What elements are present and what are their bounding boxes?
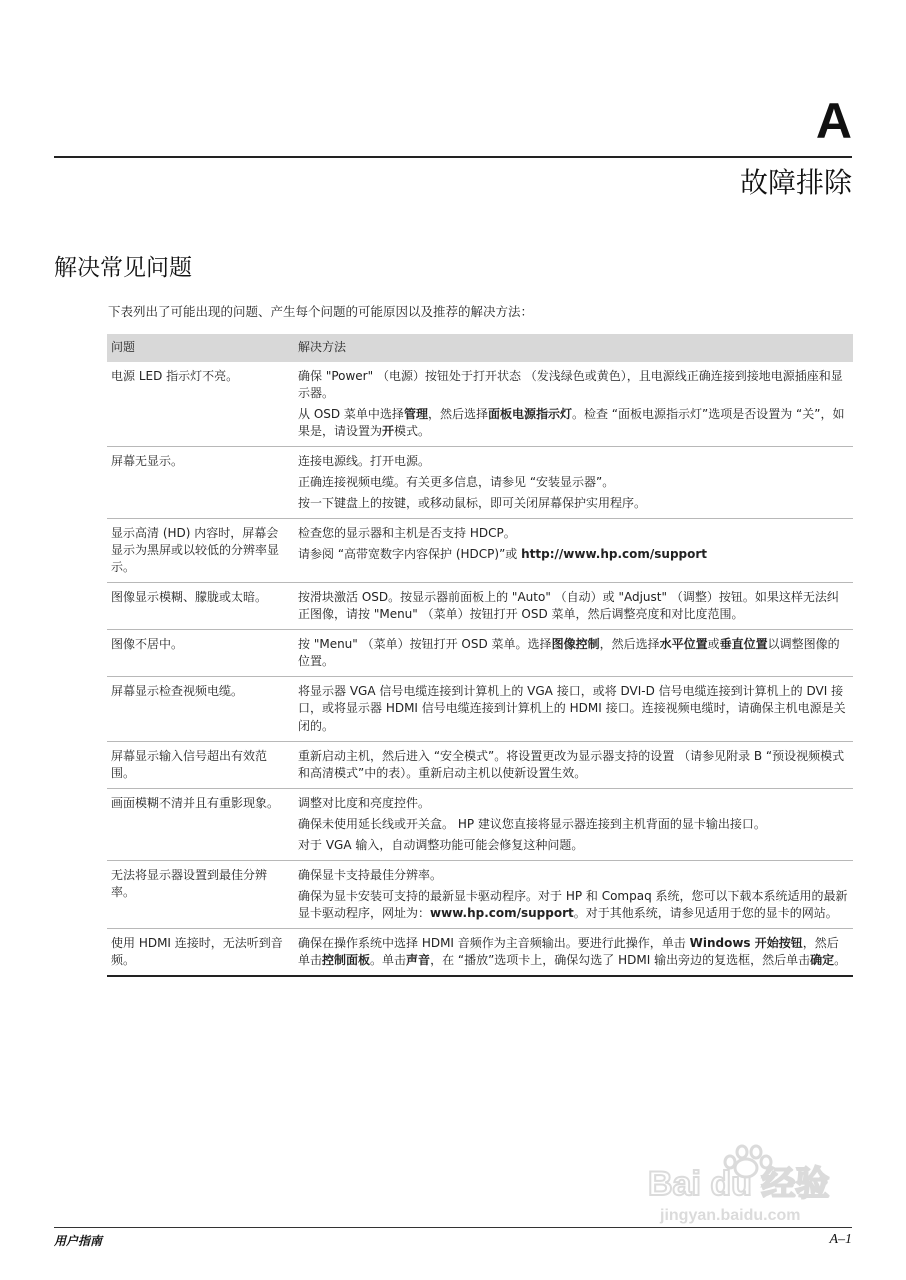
footer-doc-title: 用户指南 [54,1234,103,1248]
solution-cell [294,630,853,677]
chapter-letter: A [815,93,852,149]
solution-text: ，然后选择 [427,407,488,422]
solution-cell [294,583,853,630]
solution-text: 确保显卡支持最佳分辨率。 [298,867,443,882]
solution-text: 按滑块激活 OSD。按显示器前面板上的 "Auto" （自动）或 "Adjust" （调整）按钮。如果这样无法纠正图像，请按 "Menu" （菜单）按钮打开 OSD 菜单，然后调整亮度和对比度范围。 [298,590,839,622]
solution-text: 连接电源线。打开电源。 [298,454,431,469]
solution-cell [294,447,853,519]
table-row [107,630,853,677]
emphasis-text: 管理 [403,407,428,422]
solution-paragraph [298,888,849,922]
problem-cell: 使用 HDMI 连接时，无法听到音频。 [107,928,294,976]
footer-rule [54,1227,852,1228]
solution-cell [294,519,853,583]
solution-text: 以调整图像的位置。 [298,637,840,669]
watermark-url: jingyan.baidu.com [660,1207,801,1224]
solution-text: 。对于其他系统，请参见适用于您的显卡的网站。 [573,905,838,920]
emphasis-text: 面板电源指示灯 [487,407,572,422]
solution-text: ，然后选择 [599,637,660,652]
solution-text: 。 [834,952,847,967]
header-problem: 问题 [107,334,294,362]
table-body [107,362,853,976]
solution-paragraph [298,837,849,854]
solution-text: 确保在操作系统中选择 HDMI 音频作为主音频输出。要进行此操作，单击 [298,935,690,950]
table-header-row [107,334,853,362]
problem-cell: 屏幕无显示。 [107,447,294,519]
solution-text: 确保未使用延长线或开关盒。 HP 建议您直接将显示器连接到主机背面的显卡输出接口。 [298,816,766,831]
solution-paragraph [298,368,849,402]
solution-text: 请参阅 “高带宽数字内容保护 (HDCP)”或 [298,547,522,562]
troubleshooting-table [107,334,853,977]
table-row [107,928,853,976]
solution-text: 正确连接视频电缆。有关更多信息，请参见 “安装显示器”。 [298,475,615,490]
solution-cell [294,860,853,928]
page-number: A–1 [829,1232,852,1247]
solution-text: 。单击 [370,952,407,967]
solution-text: 检查您的显示器和主机是否支持 HDCP。 [298,526,516,541]
solution-paragraph [298,935,849,969]
solution-text: 模式。 [394,424,431,439]
problem-cell: 屏幕显示输入信号超出有效范围。 [107,741,294,788]
table-row [107,860,853,928]
solution-text: 按 "Menu" （菜单）按钮打开 OSD 菜单。选择 [298,637,552,652]
solution-cell [294,677,853,741]
solution-text: 重新启动主机，然后进入 “安全模式”。将设置更改为显示器支持的设置 （请参见附录 B “预设视频模式和高清模式”中的表）。重新启动主机以使新设置生效。 [298,748,845,780]
problem-cell: 电源 LED 指示灯不亮。 [107,362,294,447]
solution-cell [294,741,853,788]
solution-paragraph [298,867,849,884]
emphasis-text: 声音 [406,952,431,967]
solution-text: 确保为显卡安装可支持的最新显卡驱动程序。对于 HP 和 Compaq 系统，您可以下载本系统适用的最新显卡驱动程序，网址为： [298,888,848,920]
solution-paragraph [298,636,849,670]
problem-cell: 无法将显示器设置到最佳分辨率。 [107,860,294,928]
emphasis-text: Windows 开始按钮 [689,935,803,950]
solution-paragraph [298,525,849,542]
solution-paragraph [298,748,849,782]
emphasis-text: 确定 [810,952,835,967]
table-row [107,447,853,519]
solution-cell [294,928,853,976]
header-solution: 解决方法 [294,334,853,362]
emphasis-text: www.hp.com/support [430,905,574,920]
table-row [107,741,853,788]
solution-text: 按一下键盘上的按键，或移动鼠标，即可关闭屏幕保护实用程序。 [298,496,647,511]
chapter-rule [54,156,852,158]
baidu-jingyan-watermark [646,1140,886,1226]
solution-cell [294,788,853,860]
solution-cell [294,362,853,447]
emphasis-text: 控制面板 [322,952,371,967]
solution-text: 或 [707,637,720,652]
emphasis-text: 垂直位置 [719,637,768,652]
table-row [107,788,853,860]
emphasis-text: 水平位置 [659,637,708,652]
solution-paragraph [298,474,849,491]
problem-cell: 图像不居中。 [107,630,294,677]
emphasis-text: 开 [382,424,395,439]
solution-paragraph [298,546,849,563]
problem-cell: 图像显示模糊、朦胧或太暗。 [107,583,294,630]
solution-text: 。检查 “面板电源指示灯”选项是否设置为 “关”，如果是，请设置为 [298,407,845,439]
solution-text: 对于 VGA 输入，自动调整功能可能会修复这种问题。 [298,837,584,852]
solution-paragraph [298,495,849,512]
chapter-title: 故障排除 [739,166,852,199]
solution-text: 从 OSD 菜单中选择 [298,407,404,422]
solution-text: 将显示器 VGA 信号电缆连接到计算机上的 VGA 接口，或将 DVI-D 信号电缆连接到计算机上的 DVI 接口，或将显示器 HDMI 信号电缆连接到计算机上的 HDMI 接口。连接视频电缆时，请确保主机电源是关闭的。 [298,684,846,733]
solution-text: ，在 “播放”选项卡上，确保勾选了 HDMI 输出旁边的复选框，然后单击 [430,952,811,967]
table-row [107,583,853,630]
solution-text: 调整对比度和亮度控件。 [298,795,431,810]
solution-paragraph [298,589,849,623]
table-row [107,677,853,741]
table-row [107,519,853,583]
solution-paragraph [298,795,849,812]
emphasis-text: http://www.hp.com/support [521,547,708,562]
table-row [107,362,853,447]
solution-paragraph [298,683,849,734]
solution-text: ，然后单击 [298,935,839,967]
watermark-brand: Bai du 经验 [648,1165,830,1203]
problem-cell: 显示高清 (HD) 内容时，屏幕会显示为黑屏或以较低的分辨率显示。 [107,519,294,583]
intro-text: 下表列出了可能出现的问题、产生每个问题的可能原因以及推荐的解决方法： [108,304,534,319]
section-title: 解决常见问题 [54,255,192,281]
solution-text: 确保 "Power" （电源）按钮处于打开状态 （发浅绿色或黄色），且电源线正确连接到接地电源插座和显示器。 [298,369,843,401]
solution-paragraph [298,816,849,833]
problem-cell: 屏幕显示检查视频电缆。 [107,677,294,741]
emphasis-text: 图像控制 [551,637,600,652]
solution-paragraph [298,406,849,440]
problem-cell: 画面模糊不清并且有重影现象。 [107,788,294,860]
solution-paragraph [298,453,849,470]
